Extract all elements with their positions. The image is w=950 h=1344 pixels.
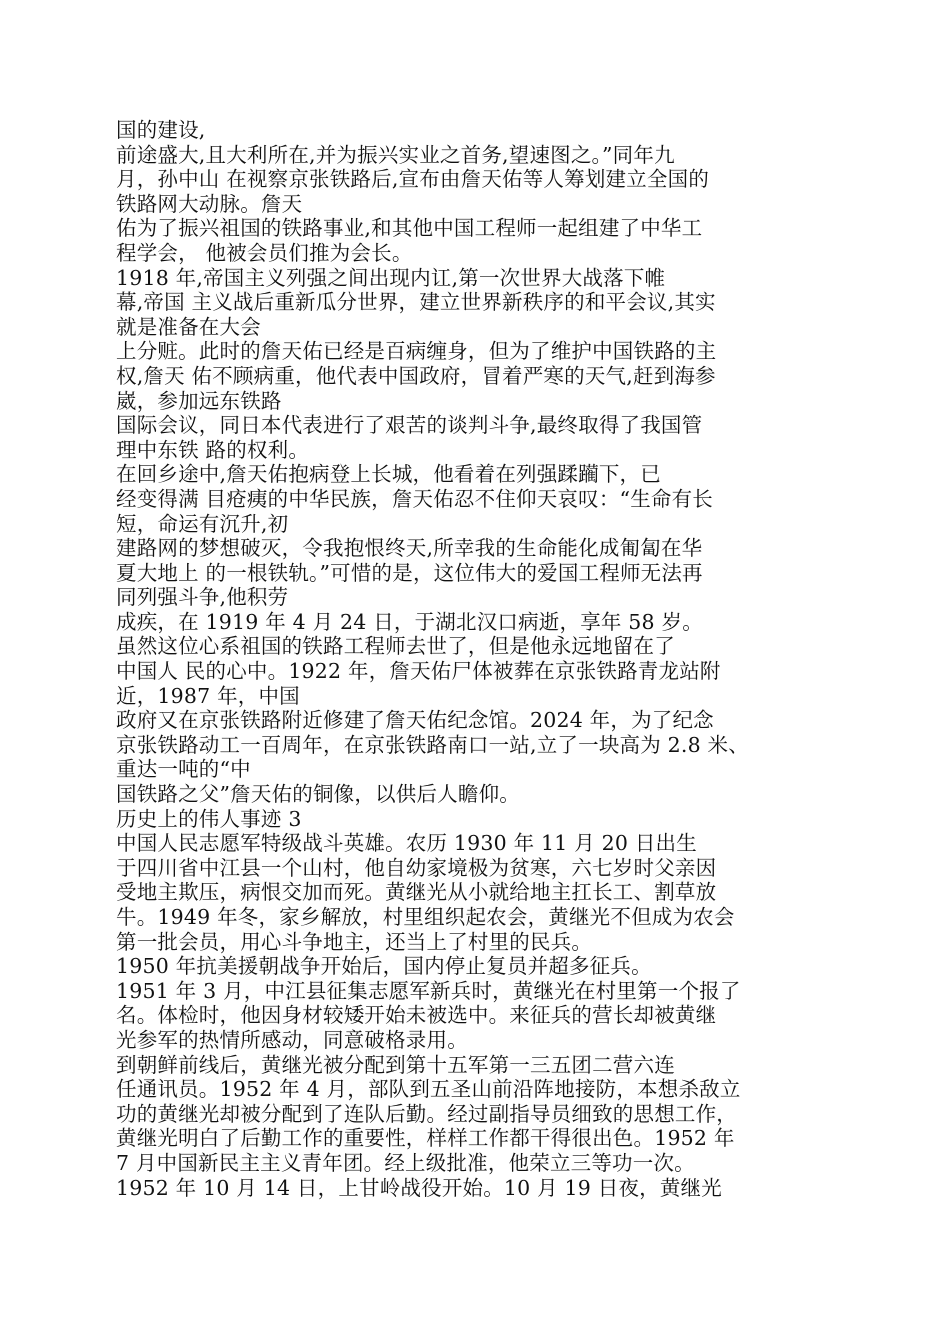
text-line: 铁路网大动脉。詹天: [116, 191, 303, 216]
text-line: 国际会议，同日本代表进行了艰苦的谈判斗争,最终取得了我国管: [116, 413, 703, 438]
text-line: 幕,帝国 主义战后重新瓜分世界，建立世界新秩序的和平会议,其实: [116, 290, 716, 315]
text-line: 成疾，在 1919 年 4 月 24 日，于湖北汉口病逝，享年 58 岁。: [116, 609, 703, 634]
text-line: 任通讯员。1952 年 4 月，部队到五圣山前沿阵地接防，本想杀敌立: [116, 1077, 741, 1102]
text-line: 佑为了振兴祖国的铁路事业,和其他中国工程师一起组建了中华工: [116, 216, 703, 241]
text-line: 程学会， 他被会员们推为会长。: [116, 240, 413, 265]
text-line: 崴，参加远东铁路: [116, 388, 282, 413]
text-line: 1952 年 10 月 14 日，上甘岭战役开始。10 月 19 日夜，黄继光: [116, 1175, 722, 1200]
text-line: 建路网的梦想破灭，令我抱恨终天,所幸我的生命能化成匍匐在华: [116, 536, 703, 561]
text-line: 夏大地上 的一根铁轨。”可惜的是，这位伟大的爱国工程师无法再: [116, 560, 703, 585]
text-line: 功的黄继光却被分配到了连队后勤。经过副指导员细致的思想工作，: [116, 1101, 737, 1126]
text-line: 名。体检时，他因身材较矮开始未被选中。来征兵的营长却被黄继: [116, 1003, 717, 1028]
text-line: 国的建设,: [116, 118, 206, 142]
document-body-text: [116, 118, 828, 1200]
text-line: 第一批会员，用心斗争地主，还当上了村里的民兵。: [116, 929, 593, 954]
text-line: 上分赃。此时的詹天佑已经是百病缠身，但为了维护中国铁路的主: [116, 339, 717, 364]
text-line: 历史上的伟人事迹 3: [116, 806, 302, 831]
text-line: 1918 年,帝国主义列强之间出现内讧,第一次世界大战落下帷: [116, 265, 666, 290]
text-line: 牛。1949 年冬，家乡解放，村里组织起农会，黄继光不但成为农会: [116, 905, 735, 929]
text-line: 光参军的热情所感动，同意破格录用。: [116, 1027, 468, 1052]
text-line: 权,詹天 佑不顾病重，他代表中国政府，冒着严寒的天气,赶到海参: [116, 363, 716, 388]
text-line: 黄继光明白了后勤工作的重要性，样样工作都干得很出色。1952 年: [116, 1126, 735, 1151]
text-line: 就是准备在大会: [116, 314, 261, 339]
text-line: 重达一吨的“中: [116, 757, 251, 782]
text-line: 中国人 民的心中。1922 年，詹天佑尸体被葬在京张铁路青龙站附: [116, 659, 721, 684]
text-line: 同列强斗争,他积劳: [116, 585, 289, 610]
text-line: 理中东铁 路的权利。: [116, 437, 310, 462]
text-line: 中国人民志愿军特级战斗英雄。农历 1930 年 11 月 20 日出生: [116, 831, 697, 856]
text-line: 国铁路之父”詹天佑的铜像，以供后人瞻仰。: [116, 782, 520, 807]
text-line: 前途盛大,且大利所在,并为振兴实业之首务,望速图之。”同年九: [116, 142, 675, 167]
text-line: 在回乡途中,詹天佑抱病登上长城，他看着在列强蹂躏下，已: [116, 462, 661, 487]
text-line: 短，命运有沉升,初: [116, 511, 289, 536]
text-line: 政府又在京张铁路附近修建了詹天佑纪念馆。2024 年，为了纪念: [116, 708, 714, 733]
text-line: 1951 年 3 月，中江县征集志愿军新兵时，黄继光在村里第一个报了: [116, 978, 741, 1003]
text-line: 经变得满 目疮痍的中华民族，詹天佑忍不住仰天哀叹：“生命有长: [116, 486, 713, 511]
text-line: 于四川省中江县一个山村，他自幼家境极为贫寒，六七岁时父亲因: [116, 855, 717, 880]
text-line: 1950 年抗美援朝战争开始后，国内停止复员并超多征兵。: [116, 954, 652, 979]
text-line: 月，孙中山 在视察京张铁路后,宣布由詹天佑等人筹划建立全国的: [116, 167, 710, 192]
text-line: 京张铁路动工一百周年，在京张铁路南口一站,立了一块高为 2.8 米、: [116, 732, 749, 757]
text-line: 到朝鲜前线后，黄继光被分配到第十五军第一三五团二营六连: [116, 1052, 675, 1077]
text-line: 近，1987 年，中国: [116, 683, 300, 708]
text-line: 7 月中国新民主主义青年团。经上级批准，他荣立三等功一次。: [116, 1150, 695, 1175]
text-line: 受地主欺压，病恨交加而死。黄继光从小就给地主扛长工、割草放: [116, 880, 717, 905]
text-line: 虽然这位心系祖国的铁路工程师去世了，但是他永远地留在了: [116, 634, 675, 659]
